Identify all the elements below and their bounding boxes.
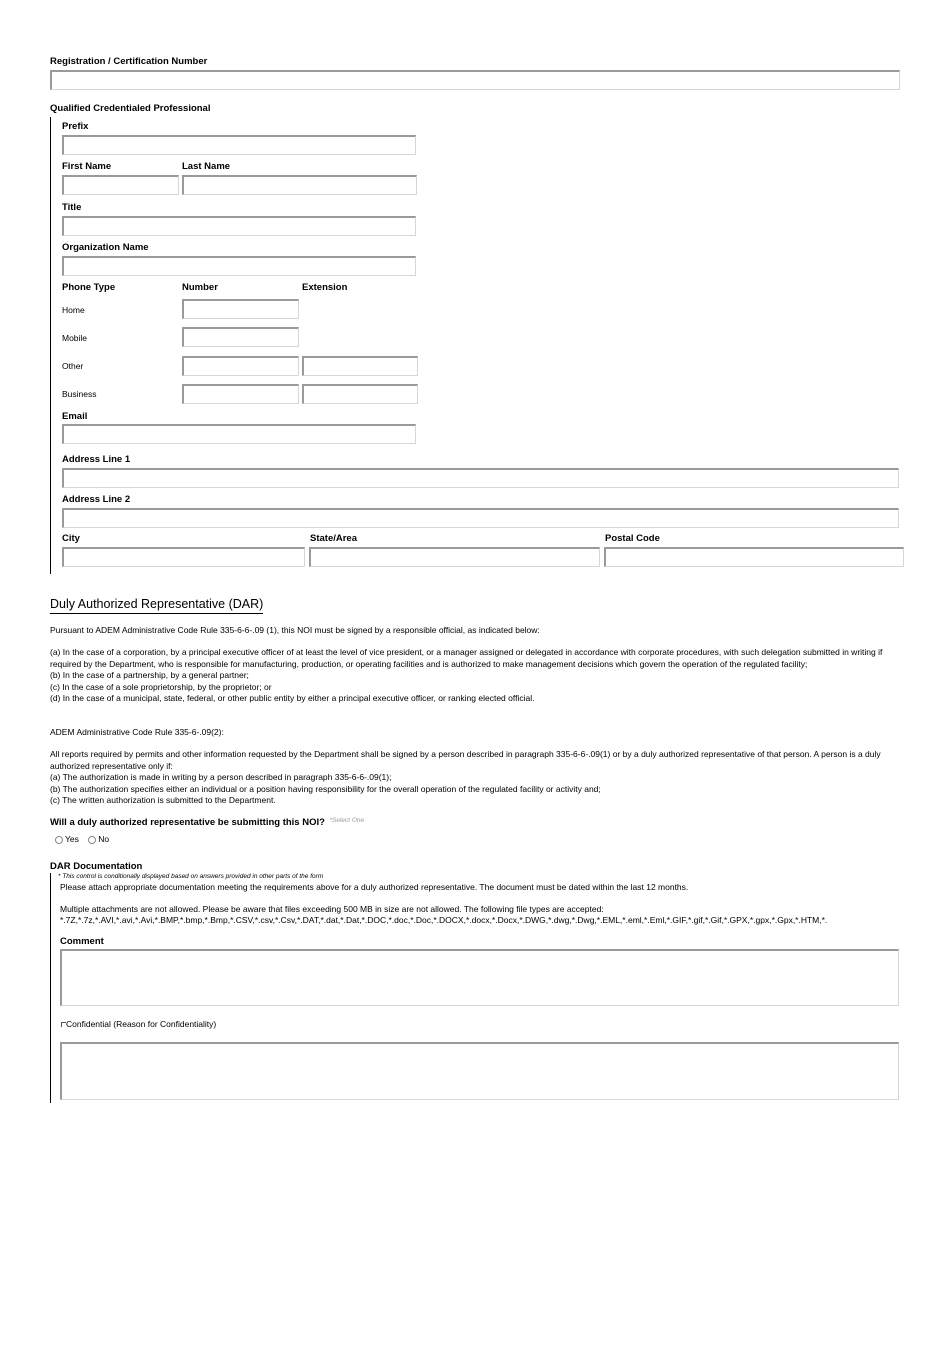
email-label: Email: [62, 411, 88, 422]
phone-home-number-input[interactable]: [182, 299, 299, 319]
first-name-label: First Name: [62, 161, 112, 172]
dar-rule-c: (c) In the case of a sole proprietorship, by the proprietor; or: [50, 681, 272, 692]
dar-doc-instructions: Please attach appropriate documentation meeting the requirements above for a duly authorized representative. The document must be dated within the last 12 months.: [60, 882, 689, 892]
phone-other-extension-input[interactable]: [302, 356, 418, 376]
dar-yes-label: Yes: [65, 834, 79, 844]
radio-no[interactable]: [88, 836, 96, 844]
postal-code-input[interactable]: [604, 547, 904, 567]
dar-radio-group: [55, 834, 109, 844]
dar-yes-option[interactable]: [55, 834, 79, 844]
phone-type-home: Home: [62, 305, 85, 315]
dar-rule2-c: (c) The written authorization is submitted to the Department.: [50, 795, 276, 805]
dar-no-label: No: [98, 834, 110, 844]
phone-type-business: Business: [62, 389, 97, 399]
dar-file-types: *.7Z,*.7z,*.AVI,*.avi,*.Avi,*.BMP,*.bmp,*.Bmp,*.CSV,*.csv,*.Csv,*.DAT,*.dat,*.Dat,*.DOC,*.doc,*.Doc,*.DOCX,*.docx,*.Docx,*.DWG,*.dwg,*.Dwg,*.EML,*.eml,*.Eml,*.GIF,*.gif,*.Gif,*.GPX,*.gpx,*.Gpx,*.HTM,*.: [60, 915, 828, 925]
phone-type-mobile: Mobile: [62, 333, 88, 343]
dar-rule2-b: (b) The authorization specifies either an individual or a position having responsibility for the overall operation of the regulated facility or activity and;: [50, 783, 601, 794]
dar-question-row: [50, 817, 364, 828]
city-input[interactable]: [62, 547, 305, 567]
dar-heading: Duly Authorized Representative (DAR): [50, 597, 263, 614]
confidential-reason-textarea[interactable]: [60, 1042, 899, 1100]
dar-intro-block: [50, 625, 910, 637]
comment-textarea[interactable]: [60, 949, 899, 1006]
prefix-input[interactable]: [62, 135, 416, 155]
phone-number-header: Number: [182, 282, 218, 293]
phone-type-other: Other: [62, 361, 84, 371]
organization-input[interactable]: [62, 256, 416, 276]
dar-rule2-title-block: [50, 727, 910, 739]
address-line-1-input[interactable]: [62, 468, 899, 488]
phone-mobile-number-input[interactable]: [182, 327, 299, 347]
dar-rule-b: (b) In the case of a partnership, by a general partner;: [50, 670, 249, 680]
state-label: State/Area: [310, 533, 357, 544]
dar-rule2-a: (a) The authorization is made in writing by a person described in paragraph 335-6-6-.09(1);: [50, 772, 392, 782]
phone-other-number-input[interactable]: [182, 356, 299, 376]
dar-rules-block: [50, 647, 910, 705]
dar-rule-a: (a) In the case of a corporation, by a principal executive officer of at least the level of vice president, or a manager assigned or delegated in accordance with corporate procedures, with such delegation submitted in writing if required by the Department, who is responsible for manufacturing, production, or operating facilities and is authorized to make management decisions which govern the operation of the regulated facility;: [50, 647, 883, 669]
address-line-2-label: Address Line 2: [62, 494, 131, 505]
city-label: City: [62, 533, 80, 544]
dar-rule2-block: [50, 749, 910, 807]
address-line-1-label: Address Line 1: [62, 454, 131, 465]
dar-no-option[interactable]: [88, 834, 109, 844]
phone-business-extension-input[interactable]: [302, 384, 418, 404]
state-input[interactable]: [309, 547, 600, 567]
dar-doc-section-bar: [50, 873, 51, 1103]
phone-business-number-input[interactable]: [182, 384, 299, 404]
title-input[interactable]: [62, 216, 416, 236]
address-line-2-input[interactable]: [62, 508, 899, 528]
postal-code-label: Postal Code: [605, 533, 660, 544]
registration-label: Registration / Certification Number: [50, 56, 208, 67]
email-input[interactable]: [62, 424, 416, 444]
confidential-label: Confidential (Reason for Confidentiality): [66, 1019, 217, 1029]
dar-question-hint: *Select One: [329, 817, 365, 824]
radio-yes[interactable]: [55, 836, 63, 844]
title-label: Title: [62, 202, 82, 213]
dar-intro: Pursuant to ADEM Administrative Code Rule 335-6-6-.09 (1), this NOI must be signed by a responsible official, as indicated below:: [50, 625, 540, 635]
organization-label: Organization Name: [62, 242, 149, 253]
confidential-row[interactable]: [61, 1019, 216, 1029]
dar-question: Will a duly authorized representative be submitting this NOI?: [50, 817, 325, 828]
last-name-input[interactable]: [182, 175, 417, 195]
qcp-section-bar: [50, 117, 51, 574]
dar-rule2-title: ADEM Administrative Code Rule 335-6-.09(2):: [50, 727, 224, 737]
qcp-section-label: Qualified Credentialed Professional: [50, 103, 211, 114]
dar-doc-note: * This control is conditionally displayed based on answers provided in other parts of the form: [58, 873, 324, 880]
comment-label: Comment: [60, 936, 104, 947]
phone-type-header: Phone Type: [62, 282, 116, 293]
dar-rule2-intro: All reports required by permits and other information requested by the Department shall be signed by a person described in paragraph 335-6-6-.09(1) or by a duly authorized representative of that person. A person is a duly authorized representative only if:: [50, 749, 881, 771]
dar-doc-label: DAR Documentation: [50, 861, 143, 872]
prefix-label: Prefix: [62, 121, 89, 132]
registration-input[interactable]: [50, 70, 900, 90]
dar-rule-d: (d) In the case of a municipal, state, federal, or other public entity by either a principal executive officer, or ranking elected official.: [50, 693, 535, 703]
phone-extension-header: Extension: [302, 282, 348, 293]
first-name-input[interactable]: [62, 175, 179, 195]
dar-attach-rules: Multiple attachments are not allowed. Please be aware that files exceeding 500 MB in size are not allowed. The following file types are accepted:: [60, 904, 604, 914]
last-name-label: Last Name: [182, 161, 231, 172]
